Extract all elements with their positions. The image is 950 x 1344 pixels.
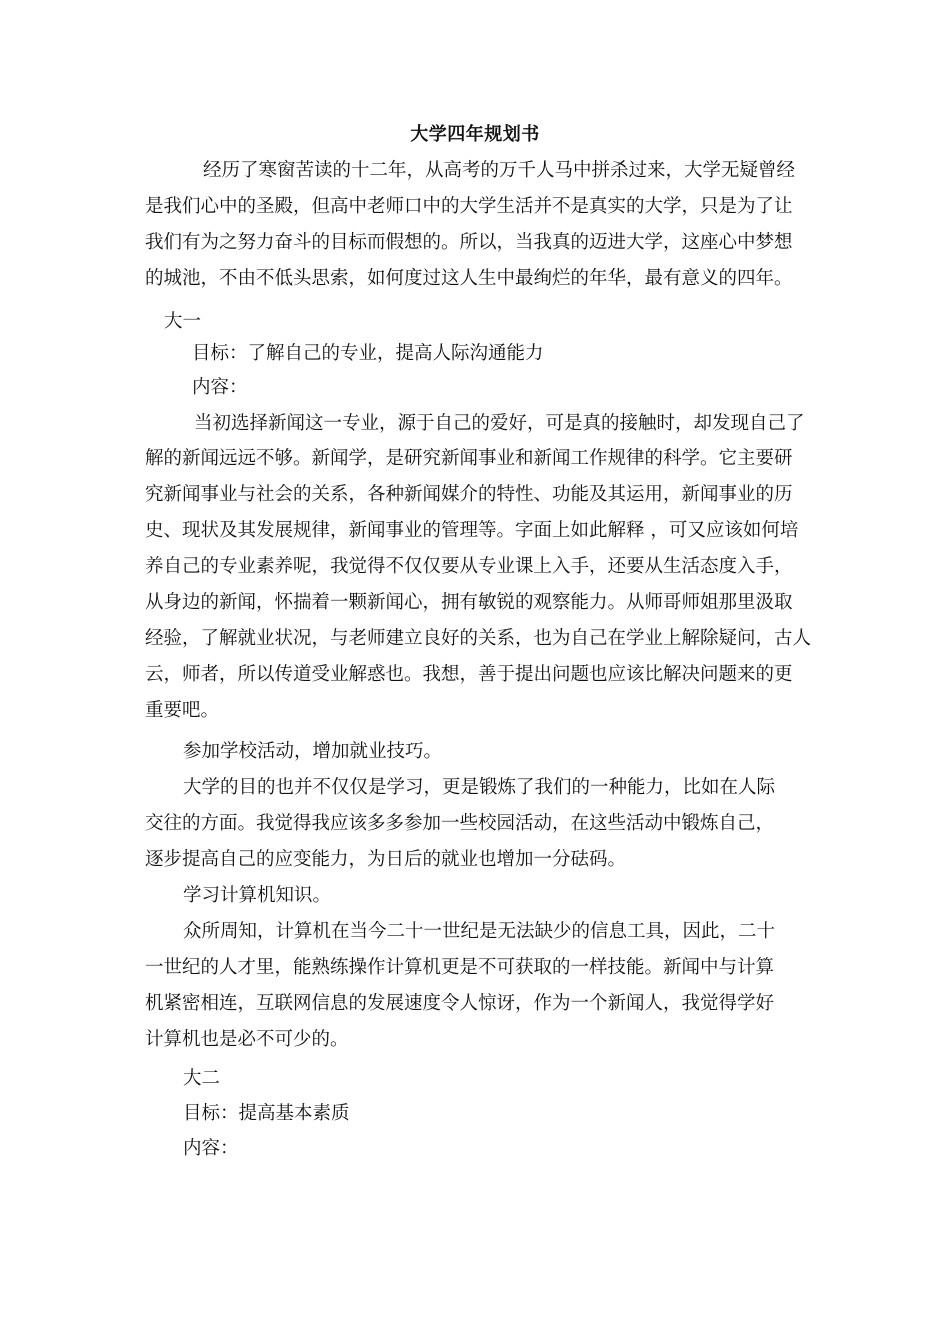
year2-goal: 目标：提高基本素质 [183, 1103, 350, 1124]
computer-line: 机紧密相连，互联网信息的发展速度令人惊讶，作为一个新闻人，我觉得学好 [145, 993, 775, 1014]
year2-content-label: 内容： [183, 1138, 239, 1159]
year2-heading: 大二 [183, 1068, 221, 1089]
activities-line: 逐步提高自己的应变能力，为日后的就业也增加一分砝码。 [145, 849, 627, 870]
computer-line: 计算机也是必不可少的。 [145, 1029, 349, 1050]
computer-line: 一世纪的人才里，能熟练操作计算机更是不可获取的一样技能。新闻中与计算 [145, 957, 775, 978]
news-line: 解的新闻远远不够。新闻学，是研究新闻事业和新闻工作规律的科学。它主要研 [145, 448, 793, 469]
year1-content-label: 内容： [192, 377, 248, 398]
news-line: 经验，了解就业状况，与老师建立良好的关系，也为自己在学业上解除疑问，古人 [145, 628, 812, 649]
news-line: 重要吧。 [145, 700, 220, 721]
news-line: 云，师者，所以传道受业解惑也。我想，善于提出问题也应该比解决问题来的更 [145, 664, 793, 685]
computer-line: 众所周知，计算机在当今二十一世纪是无法缺少的信息工具，因此，二十 [183, 921, 776, 942]
intro-line: 是我们心中的圣殿，但高中老师口中的大学生活并不是真实的大学，只是为了让 [145, 196, 793, 217]
activities-heading: 参加学校活动，增加就业技巧。 [183, 741, 443, 762]
computer-heading: 学习计算机知识。 [183, 885, 332, 906]
news-line: 当初选择新闻这一专业，源于自己的爱好，可是真的接触时，却发现自己了 [194, 413, 805, 434]
news-line: 从身边的新闻，怀揣着一颗新闻心，拥有敏锐的观察能力。从师哥师姐那里汲取 [145, 592, 793, 613]
document-title: 大学四年规划书 [410, 124, 540, 145]
news-line: 养自己的专业素养呢，我觉得不仅仅要从专业课上入手，还要从生活态度入手， [145, 556, 793, 577]
year1-goal: 目标：了解自己的专业，提高人际沟通能力 [192, 343, 544, 364]
year1-heading: 大一 [164, 311, 202, 332]
news-line: 究新闻事业与社会的关系，各种新闻媒介的特性、功能及其运用，新闻事业的历 [145, 484, 793, 505]
activities-line: 大学的目的也并不仅仅是学习，更是锻炼了我们的一种能力，比如在人际 [183, 777, 776, 798]
intro-line: 的城池，不由不低头思索，如何度过这人生中最绚烂的年华，最有意义的四年。 [145, 268, 793, 289]
news-line: 史、现状及其发展规律，新闻事业的管理等。字面上如此解释 ，可又应该如何培 [145, 520, 799, 541]
intro-line: 经历了寒窗苦读的十二年，从高考的万千人马中拼杀过来，大学无疑曾经 [203, 160, 796, 181]
activities-line: 交往的方面。我觉得我应该多多参加一些校园活动，在这些活动中锻炼自己， [145, 813, 775, 834]
intro-line: 我们有为之努力奋斗的目标而假想的。所以，当我真的迈进大学，这座心中梦想 [145, 232, 793, 253]
